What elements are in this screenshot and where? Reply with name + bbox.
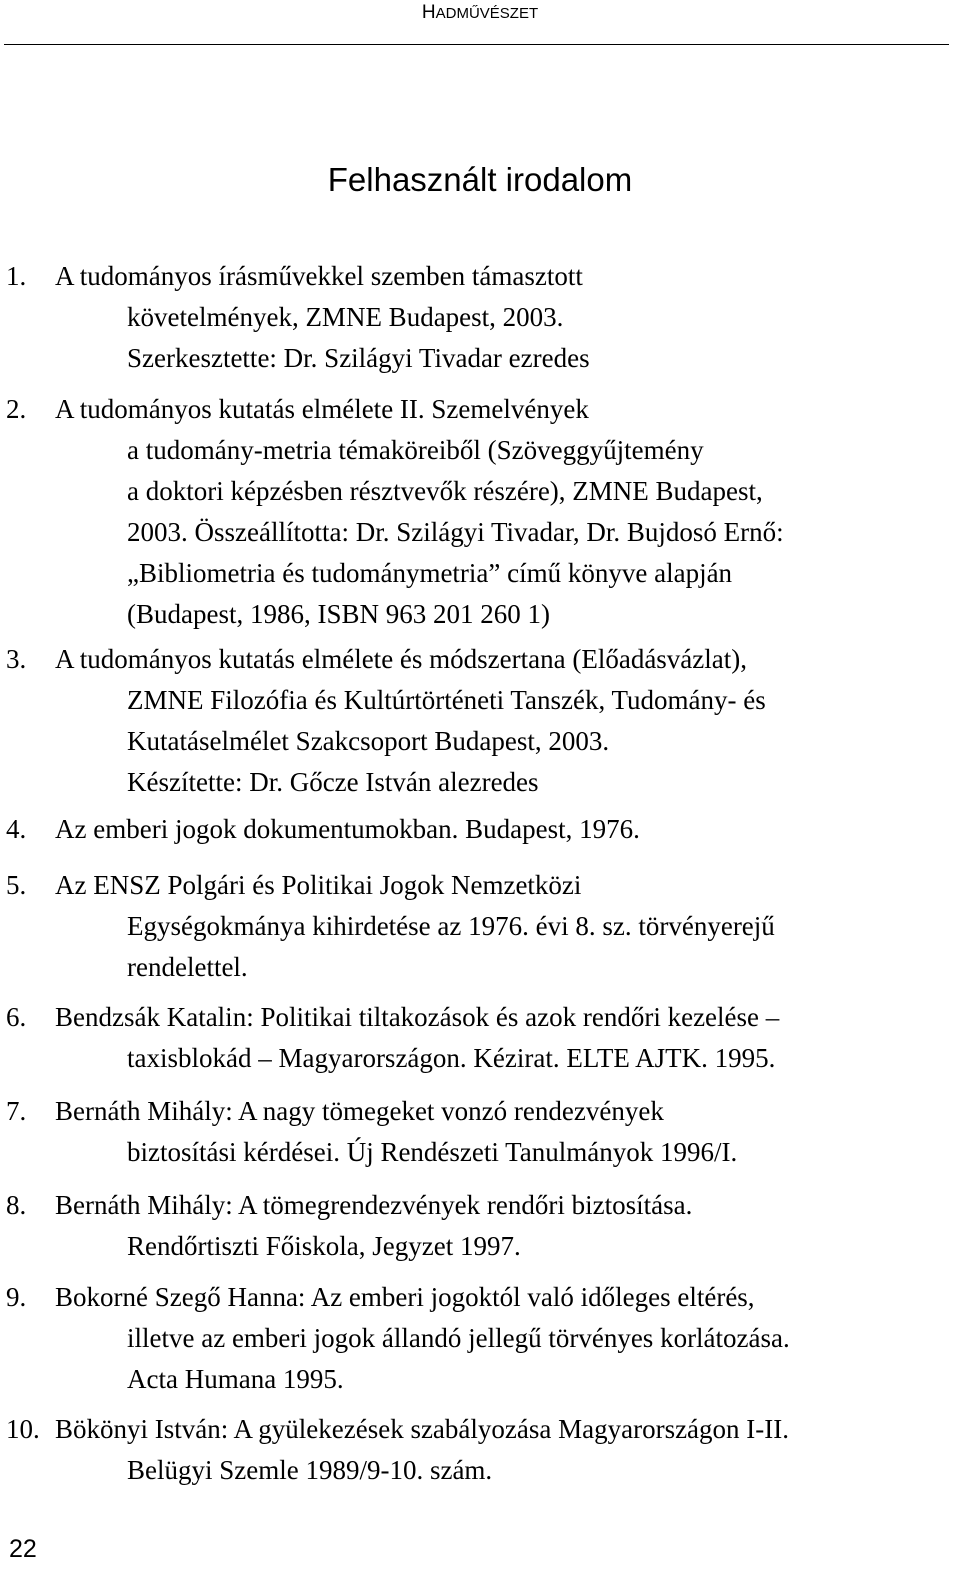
reference-line: (Budapest, 1986, ISBN 963 201 260 1) <box>127 599 550 629</box>
reference-text <box>55 1409 955 1491</box>
reference-line: Készítette: Dr. Gőcze István alezredes <box>127 767 539 797</box>
reference-text <box>55 256 955 379</box>
reference-line: Bokorné Szegő Hanna: Az emberi jogoktól való időleges eltérés, <box>55 1282 755 1312</box>
page-title: Felhasznált irodalom <box>327 161 633 198</box>
reference-number: 6. <box>6 1002 27 1032</box>
reference-text <box>55 1277 955 1400</box>
reference-line: A tudományos kutatás elmélete II. Szemelvények <box>55 394 589 424</box>
reference-line: a doktori képzésben résztvevők részére), ZMNE Budapest, <box>127 476 763 506</box>
reference-line: a tudomány-metria témaköreiből (Szöveggyűjtemény <box>127 435 704 465</box>
reference-number: 9. <box>6 1282 27 1312</box>
reference-text <box>55 1185 955 1267</box>
reference-line: ZMNE Filozófia és Kultúrtörténeti Tanszék, Tudomány- és <box>127 685 766 715</box>
reference-line: Acta Humana 1995. <box>127 1364 344 1394</box>
running-header-initial: H <box>421 2 436 23</box>
reference-line: rendelettel. <box>127 952 248 982</box>
reference-number: 1. <box>6 261 27 291</box>
reference-line: A tudományos kutatás elmélete és módszertana (Előadásvázlat), <box>55 644 748 674</box>
reference-number: 8. <box>6 1190 27 1220</box>
reference-number: 3. <box>6 644 27 674</box>
running-header <box>0 0 960 27</box>
header-rule <box>4 44 949 45</box>
reference-number: 10. <box>6 1414 40 1444</box>
reference-line: Egységokmánya kihirdetése az 1976. évi 8. sz. törvényerejű <box>127 911 775 941</box>
reference-line: illetve az emberi jogok állandó jellegű törvényes korlátozása. <box>127 1323 790 1353</box>
reference-number: 7. <box>6 1096 27 1126</box>
reference-text <box>55 639 955 803</box>
reference-number: 2. <box>6 394 27 424</box>
reference-text <box>55 809 955 850</box>
reference-line: Rendőrtiszti Főiskola, Jegyzet 1997. <box>127 1231 521 1261</box>
page-number: 22 <box>9 1535 37 1563</box>
reference-number: 4. <box>6 814 27 844</box>
reference-line: követelmények, ZMNE Budapest, 2003. <box>127 302 564 332</box>
running-header-rest: ADMŰVÉSZET <box>435 5 539 22</box>
reference-line: Bernáth Mihály: A nagy tömegeket vonzó rendezvények <box>55 1096 664 1126</box>
reference-line: Belügyi Szemle 1989/9-10. szám. <box>127 1455 493 1485</box>
reference-line: Bernáth Mihály: A tömegrendezvények rendőri biztosítása. <box>55 1190 693 1220</box>
reference-text <box>55 389 955 635</box>
reference-text <box>55 865 955 988</box>
reference-line: Kutatáselmélet Szakcsoport Budapest, 2003. <box>127 726 610 756</box>
reference-line: Az ENSZ Polgári és Politikai Jogok Nemzetközi <box>55 870 582 900</box>
reference-line: Bökönyi István: A gyülekezések szabályozása Magyarországon I-II. <box>55 1414 790 1444</box>
reference-line: A tudományos írásművekkel szemben támasztott <box>55 261 583 291</box>
reference-line: Szerkesztette: Dr. Szilágyi Tivadar ezredes <box>127 343 590 373</box>
reference-number: 5. <box>6 870 27 900</box>
reference-line: „Bibliometria és tudománymetria” című könyve alapján <box>127 558 733 588</box>
reference-line: Bendzsák Katalin: Politikai tiltakozások és azok rendőri kezelése – <box>55 1002 780 1032</box>
reference-line: 2003. Összeállította: Dr. Szilágyi Tivadar, Dr. Bujdosó Ernő: <box>127 517 784 547</box>
reference-text <box>55 997 955 1079</box>
reference-line: biztosítási kérdései. Új Rendészeti Tanulmányok 1996/I. <box>127 1137 738 1167</box>
reference-line: taxisblokád – Magyarországon. Kézirat. ELTE AJTK. 1995. <box>127 1043 776 1073</box>
reference-text <box>55 1091 955 1173</box>
reference-line: Az emberi jogok dokumentumokban. Budapest, 1976. <box>55 814 640 844</box>
